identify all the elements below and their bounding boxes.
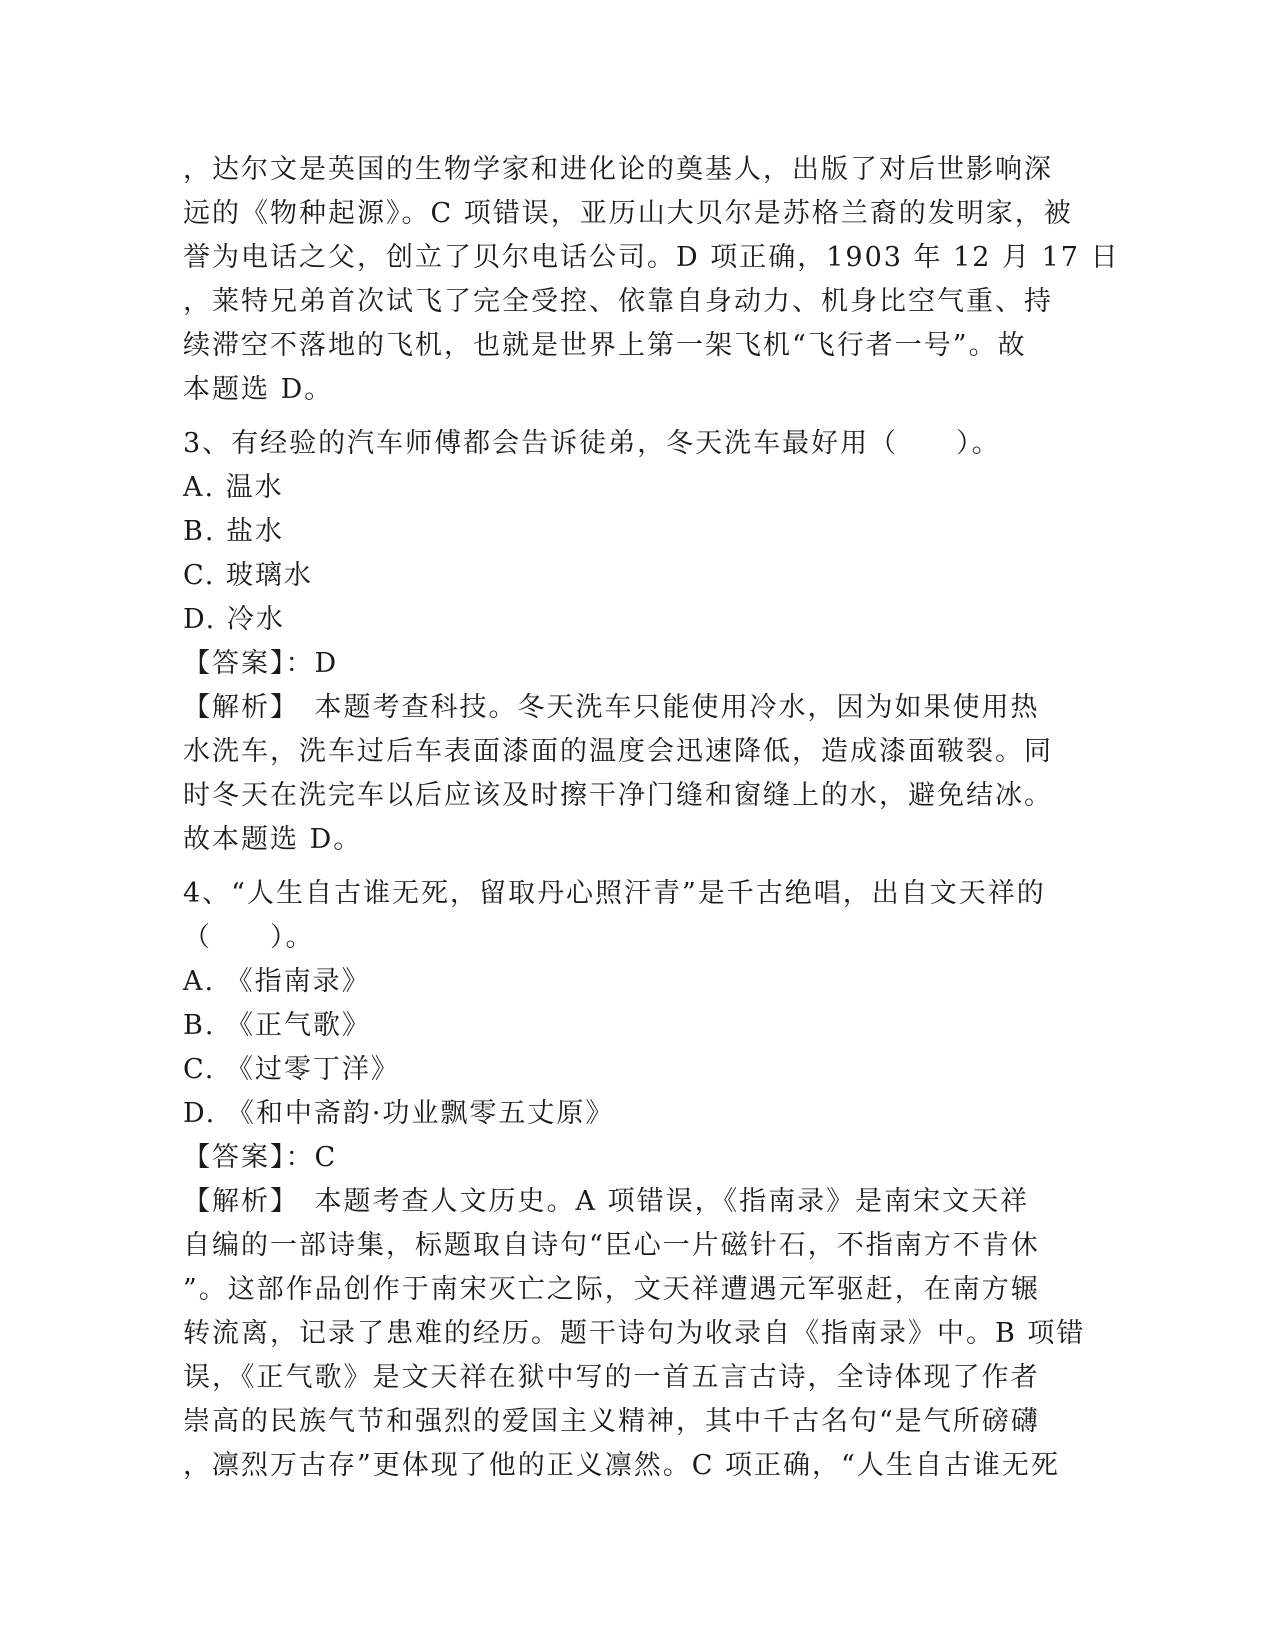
- explanation-line: 水洗车，洗车过后车表面漆面的温度会迅速降低，造成漆面皲裂。同: [183, 736, 1053, 767]
- explanation-line: 故本题选 D。: [183, 824, 363, 855]
- text-line: 誉为电话之父，创立了贝尔电话公司。D 项正确，1903 年 12 月 17 日: [183, 242, 1120, 273]
- option-a: A. 《指南录》: [183, 966, 371, 997]
- answer-line: 【答案】：C: [183, 1142, 338, 1173]
- answer-line: 【答案】：D: [183, 648, 339, 679]
- question-3: [183, 422, 1083, 862]
- explanation-line: ”。这部作品创作于南宋灭亡之际，文天祥遭遇元军驱赶，在南方辗: [183, 1274, 1040, 1305]
- explanation-line: 【解析】 本题考查人文历史。A 项错误，《指南录》是南宋文天祥: [183, 1186, 1030, 1217]
- prev-explanation: [183, 148, 1120, 412]
- explanation-line: ，凛烈万古存”更体现了他的正义凛然。C 项正确，“人生自古谁无死: [183, 1450, 1060, 1481]
- text-line: 本题选 D。: [183, 374, 334, 405]
- explanation-line: 崇高的民族气节和强烈的爱国主义精神，其中千古名句“是气所磅礴: [183, 1406, 1040, 1437]
- explanation-line: 时冬天在洗完车以后应该及时擦干净门缝和窗缝上的水，避免结冰。: [183, 780, 1053, 811]
- option-b: B. 盐水: [183, 516, 285, 547]
- option-d: D. 《和中斋韵·功业飘零五丈原》: [183, 1098, 615, 1129]
- option-a: A. 温水: [183, 472, 284, 503]
- text-line: ，莱特兄弟首次试飞了完全受控、依靠自身动力、机身比空气重、持: [183, 286, 1053, 317]
- document-page: [183, 148, 1120, 1488]
- explanation-line: 自编的一部诗集，标题取自诗句“臣心一片磁针石，不指南方不肯休: [183, 1230, 1040, 1261]
- question-text: （ ）。: [183, 922, 315, 953]
- question-text: 3、有经验的汽车师傅都会告诉徒弟，冬天洗车最好用（ ）。: [183, 428, 1001, 459]
- question-text: 4、“人生自古谁无死，留取丹心照汗青”是千古绝唱，出自文天祥的: [183, 878, 1046, 909]
- text-line: ，达尔文是英国的生物学家和进化论的奠基人，出版了对后世影响深: [183, 154, 1053, 185]
- option-d: D. 冷水: [183, 604, 285, 635]
- question-4: [183, 872, 1086, 1488]
- option-c: C. 《过零丁洋》: [183, 1054, 400, 1085]
- explanation-line: 【解析】 本题考查科技。冬天洗车只能使用冷水，因为如果使用热: [183, 692, 1040, 723]
- text-line: 远的《物种起源》。C 项错误，亚历山大贝尔是苏格兰裔的发明家，被: [183, 198, 1073, 229]
- option-c: C. 玻璃水: [183, 560, 313, 591]
- explanation-line: 误，《正气歌》是文天祥在狱中写的一首五言古诗，全诗体现了作者: [183, 1362, 1040, 1393]
- option-b: B. 《正气歌》: [183, 1010, 372, 1041]
- text-line: 续滞空不落地的飞机，也就是世界上第一架飞机“飞行者一号”。故: [183, 330, 1027, 361]
- explanation-line: 转流离，记录了患难的经历。题干诗句为收录自《指南录》中。B 项错: [183, 1318, 1086, 1349]
